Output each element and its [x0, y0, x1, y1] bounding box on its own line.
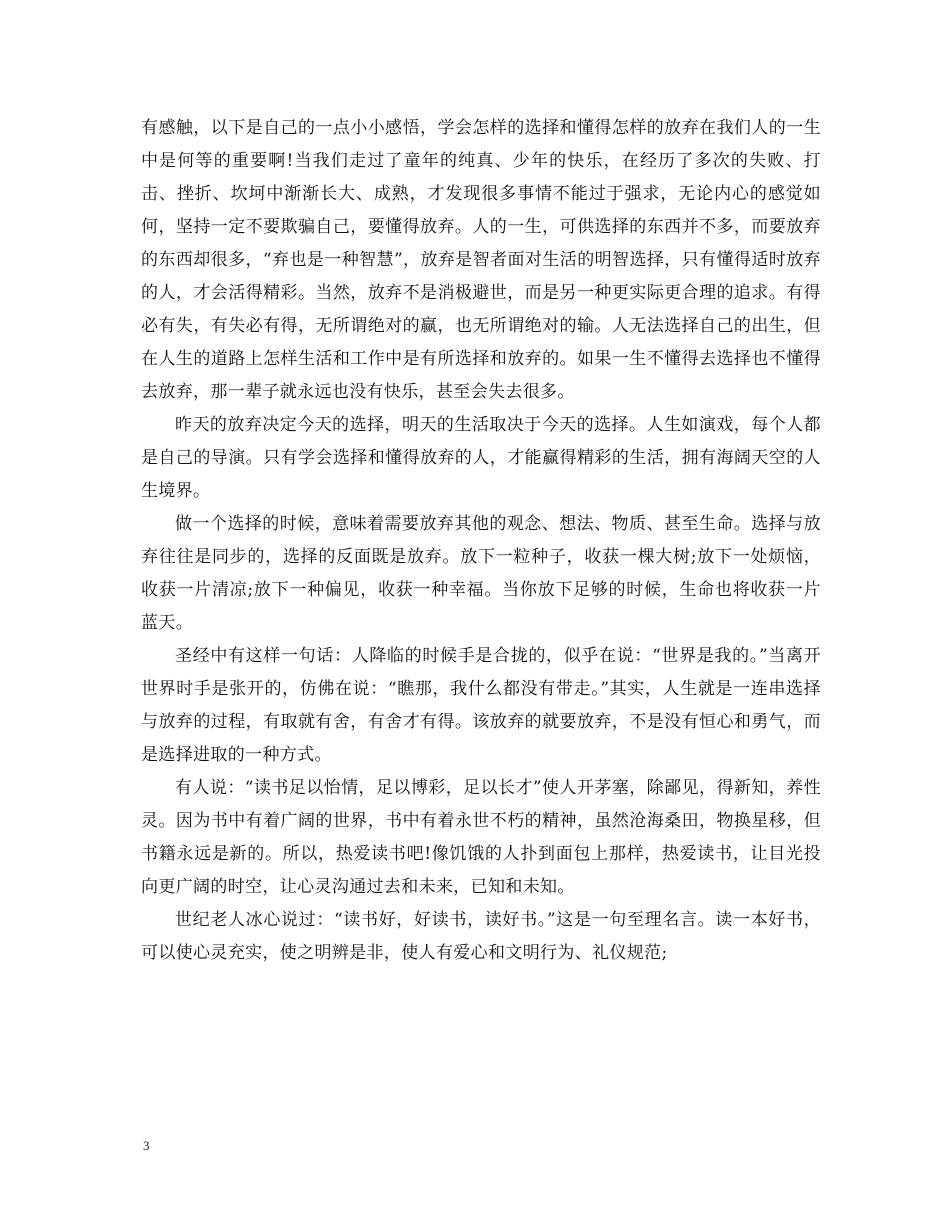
paragraph-2: 昨天的放弃决定今天的选择，明天的生活取决于今天的选择。人生如演戏，每个人都是自己的导演。只有学会选择和懂得放弃的人，才能赢得精彩的生活，拥有海阔天空的人生境界。 [141, 415, 821, 501]
paragraph-6: 世纪老人冰心说过：“读书好，好读书，读好书。”这是一句至理名言。读一本好书，可以使心灵充实，使之明辨是非，使人有爱心和文明行为、礼仪规范; [141, 910, 821, 963]
paragraph-4: 圣经中有这样一句话：人降临的时候手是合拢的，似乎在说：“世界是我的。”当离开世界时手是张开的，仿佛在说：“瞧那，我什么都没有带走。”其实，人生就是一连串选择与放弃的过程，有取就有舍，有舍才有得。该放弃的就要放弃，不是没有恒心和勇气，而是选择进取的一种方式。 [141, 646, 821, 765]
paragraph-1: 有感触，以下是自己的一点小小感悟，学会怎样的选择和懂得怎样的放弃在我们人的一生中是何等的重要啊!当我们走过了童年的纯真、少年的快乐，在经历了多次的失败、打击、挫折、坎坷中渐渐长大、成熟，才发现很多事情不能过于强求，无论内心的感觉如何，坚持一定不要欺骗自己，要懂得放弃。人的一生，可供选择的东西并不多，而要放弃的东西却很多，“弃也是一种智慧”，放弃是智者面对生活的明智选择，只有懂得适时放弃的人，才会活得精彩。当然，放弃不是消极避世，而是另一种更实际更合理的追求。有得必有失，有失必有得，无所谓绝对的赢，也无所谓绝对的输。人无法选择自己的出生，但在人生的道路上怎样生活和工作中是有所选择和放弃的。如果一生不懂得去选择也不懂得去放弃，那一辈子就永远也没有快乐，甚至会失去很多。 [141, 118, 821, 402]
document-body [141, 112, 821, 970]
paragraph-3: 做一个选择的时候，意味着需要放弃其他的观念、想法、物质、甚至生命。选择与放弃往往是同步的，选择的反面既是放弃。放下一粒种子，收获一棵大树;放下一处烦恼，收获一片清凉;放下一种偏见，收获一种幸福。当你放下足够的时候，生命也将收获一片蓝天。 [141, 514, 821, 633]
page-number: 3 [143, 1138, 150, 1153]
paragraph-5: 有人说：“读书足以怡情，足以博彩，足以长才”使人开茅塞，除鄙见，得新知，养性灵。因为书中有着广阔的世界，书中有着永世不朽的精神，虽然沧海桑田，物换星移，但书籍永远是新的。所以，热爱读书吧!像饥饿的人扑到面包上那样，热爱读书，让目光投向更广阔的时空，让心灵沟通过去和未来，已知和未知。 [141, 778, 821, 897]
